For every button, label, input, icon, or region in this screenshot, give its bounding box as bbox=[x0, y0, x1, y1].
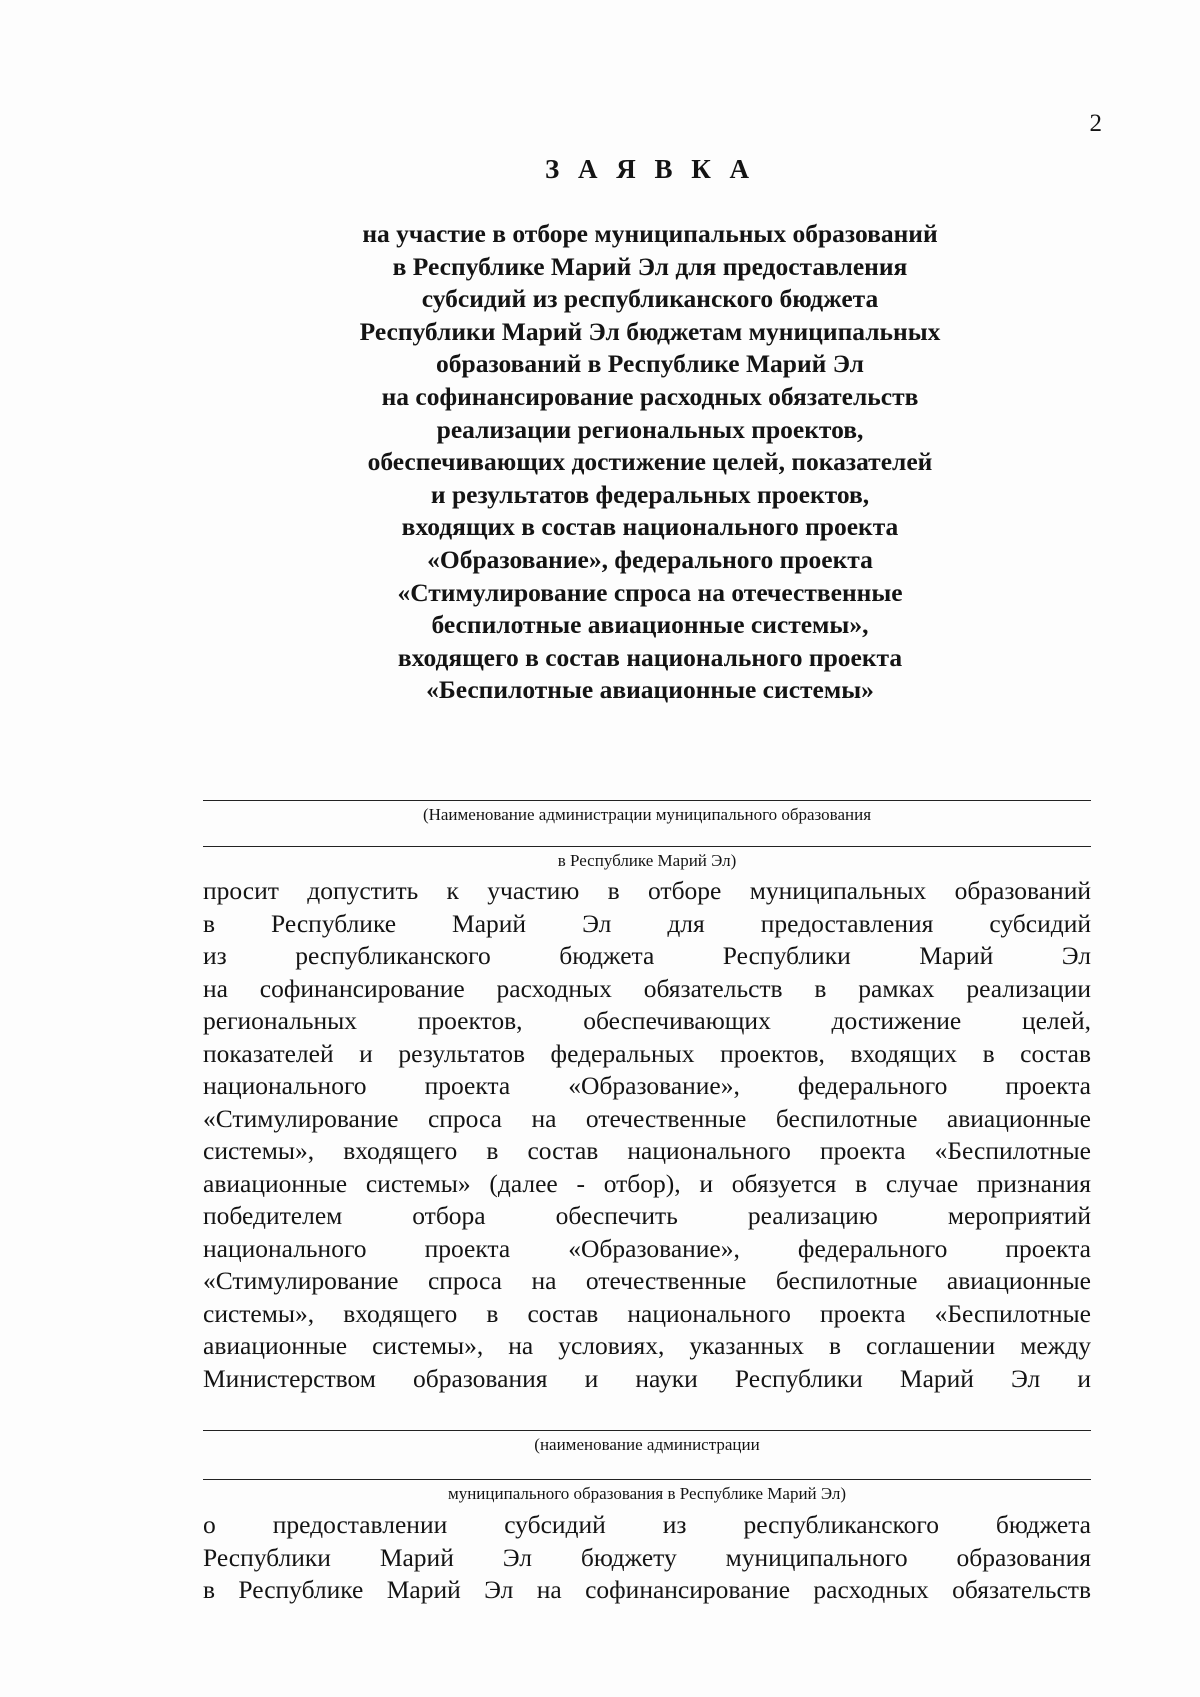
page-number: 2 bbox=[1089, 110, 1102, 137]
subtitle-line: обеспечивающих достижение целей, показателей bbox=[367, 447, 933, 477]
subtitle-line: субсидий из республиканского бюджета bbox=[421, 284, 879, 314]
body-line: просит допустить к участию в отборе муниципальных образований bbox=[203, 876, 1091, 905]
body-line: системы», входящего в состав национального проекта «Беспилотные bbox=[203, 1298, 1091, 1328]
body-line: «Стимулирование спроса на отечественные беспилотные авиационные bbox=[203, 1103, 1091, 1133]
subtitle-line: и результатов федеральных проектов, bbox=[430, 479, 870, 509]
field-caption: (Наименование администрации муниципального образования bbox=[422, 805, 872, 824]
subtitle-line: входящих в состав национального проекта bbox=[401, 512, 899, 542]
subtitle-line: на софинансирование расходных обязательств bbox=[381, 381, 919, 411]
body-line: на софинансирование расходных обязательств в рамках реализации bbox=[203, 973, 1091, 1003]
document-title: З А Я В К А bbox=[544, 154, 756, 184]
fill-in-line bbox=[203, 1430, 1091, 1431]
body-line: системы», входящего в состав национального проекта «Беспилотные bbox=[203, 1136, 1091, 1165]
fill-in-line bbox=[203, 1479, 1091, 1480]
document-subtitle bbox=[0, 218, 1200, 707]
body-paragraph bbox=[203, 1509, 1091, 1607]
body-line: в Республике Марий Эл на софинансирование расходных обязательств bbox=[203, 1575, 1091, 1604]
field-caption: муниципального образования в Республике Марий Эл) bbox=[447, 1484, 847, 1503]
fill-in-line bbox=[203, 800, 1091, 801]
body-line: региональных проектов, обеспечивающих достижение целей, bbox=[203, 1006, 1091, 1035]
body-line: авиационные системы» (далее - отбор), и обязуется в случае признания bbox=[203, 1168, 1091, 1198]
subtitle-line: «Стимулирование спроса на отечественные bbox=[397, 577, 903, 607]
body-line: из республиканского бюджета Республики Марий Эл bbox=[203, 941, 1091, 970]
fill-in-line bbox=[203, 846, 1091, 847]
body-line: Министерством образования и науки Республики Марий Эл и bbox=[203, 1363, 1091, 1393]
subtitle-line: в Республике Марий Эл для предоставления bbox=[392, 251, 908, 281]
subtitle-line: на участие в отборе муниципальных образований bbox=[362, 219, 938, 248]
field-caption: в Республике Марий Эл) bbox=[557, 851, 737, 870]
subtitle-line: образований в Республике Марий Эл bbox=[436, 349, 864, 379]
body-line: национального проекта «Образование», федерального проекта bbox=[203, 1233, 1091, 1263]
subtitle-line: Республики Марий Эл бюджетам муниципальных bbox=[359, 316, 941, 346]
body-line: о предоставлении субсидий из республиканского бюджета bbox=[203, 1510, 1091, 1539]
subtitle-line: «Образование», федерального проекта bbox=[427, 544, 873, 574]
subtitle-line: реализации региональных проектов, bbox=[436, 414, 864, 444]
body-line: победителем отбора обеспечить реализацию мероприятий bbox=[203, 1201, 1091, 1230]
subtitle-line: «Беспилотные авиационные системы» bbox=[426, 675, 874, 705]
body-line: Республики Марий Эл бюджету муниципального образования bbox=[203, 1542, 1091, 1572]
subtitle-line: беспилотные авиационные системы», bbox=[431, 610, 869, 640]
body-line: показателей и результатов федеральных проектов, входящих в состав bbox=[203, 1038, 1091, 1068]
field-caption: (наименование администрации bbox=[534, 1435, 760, 1454]
body-paragraph bbox=[203, 875, 1091, 1395]
body-line: авиационные системы», на условиях, указанных в соглашении между bbox=[203, 1331, 1091, 1360]
body-line: в Республике Марий Эл для предоставления субсидий bbox=[203, 908, 1091, 938]
body-line: «Стимулирование спроса на отечественные беспилотные авиационные bbox=[203, 1266, 1091, 1295]
subtitle-line: входящего в состав национального проекта bbox=[397, 642, 903, 672]
body-line: национального проекта «Образование», федерального проекта bbox=[203, 1071, 1091, 1100]
